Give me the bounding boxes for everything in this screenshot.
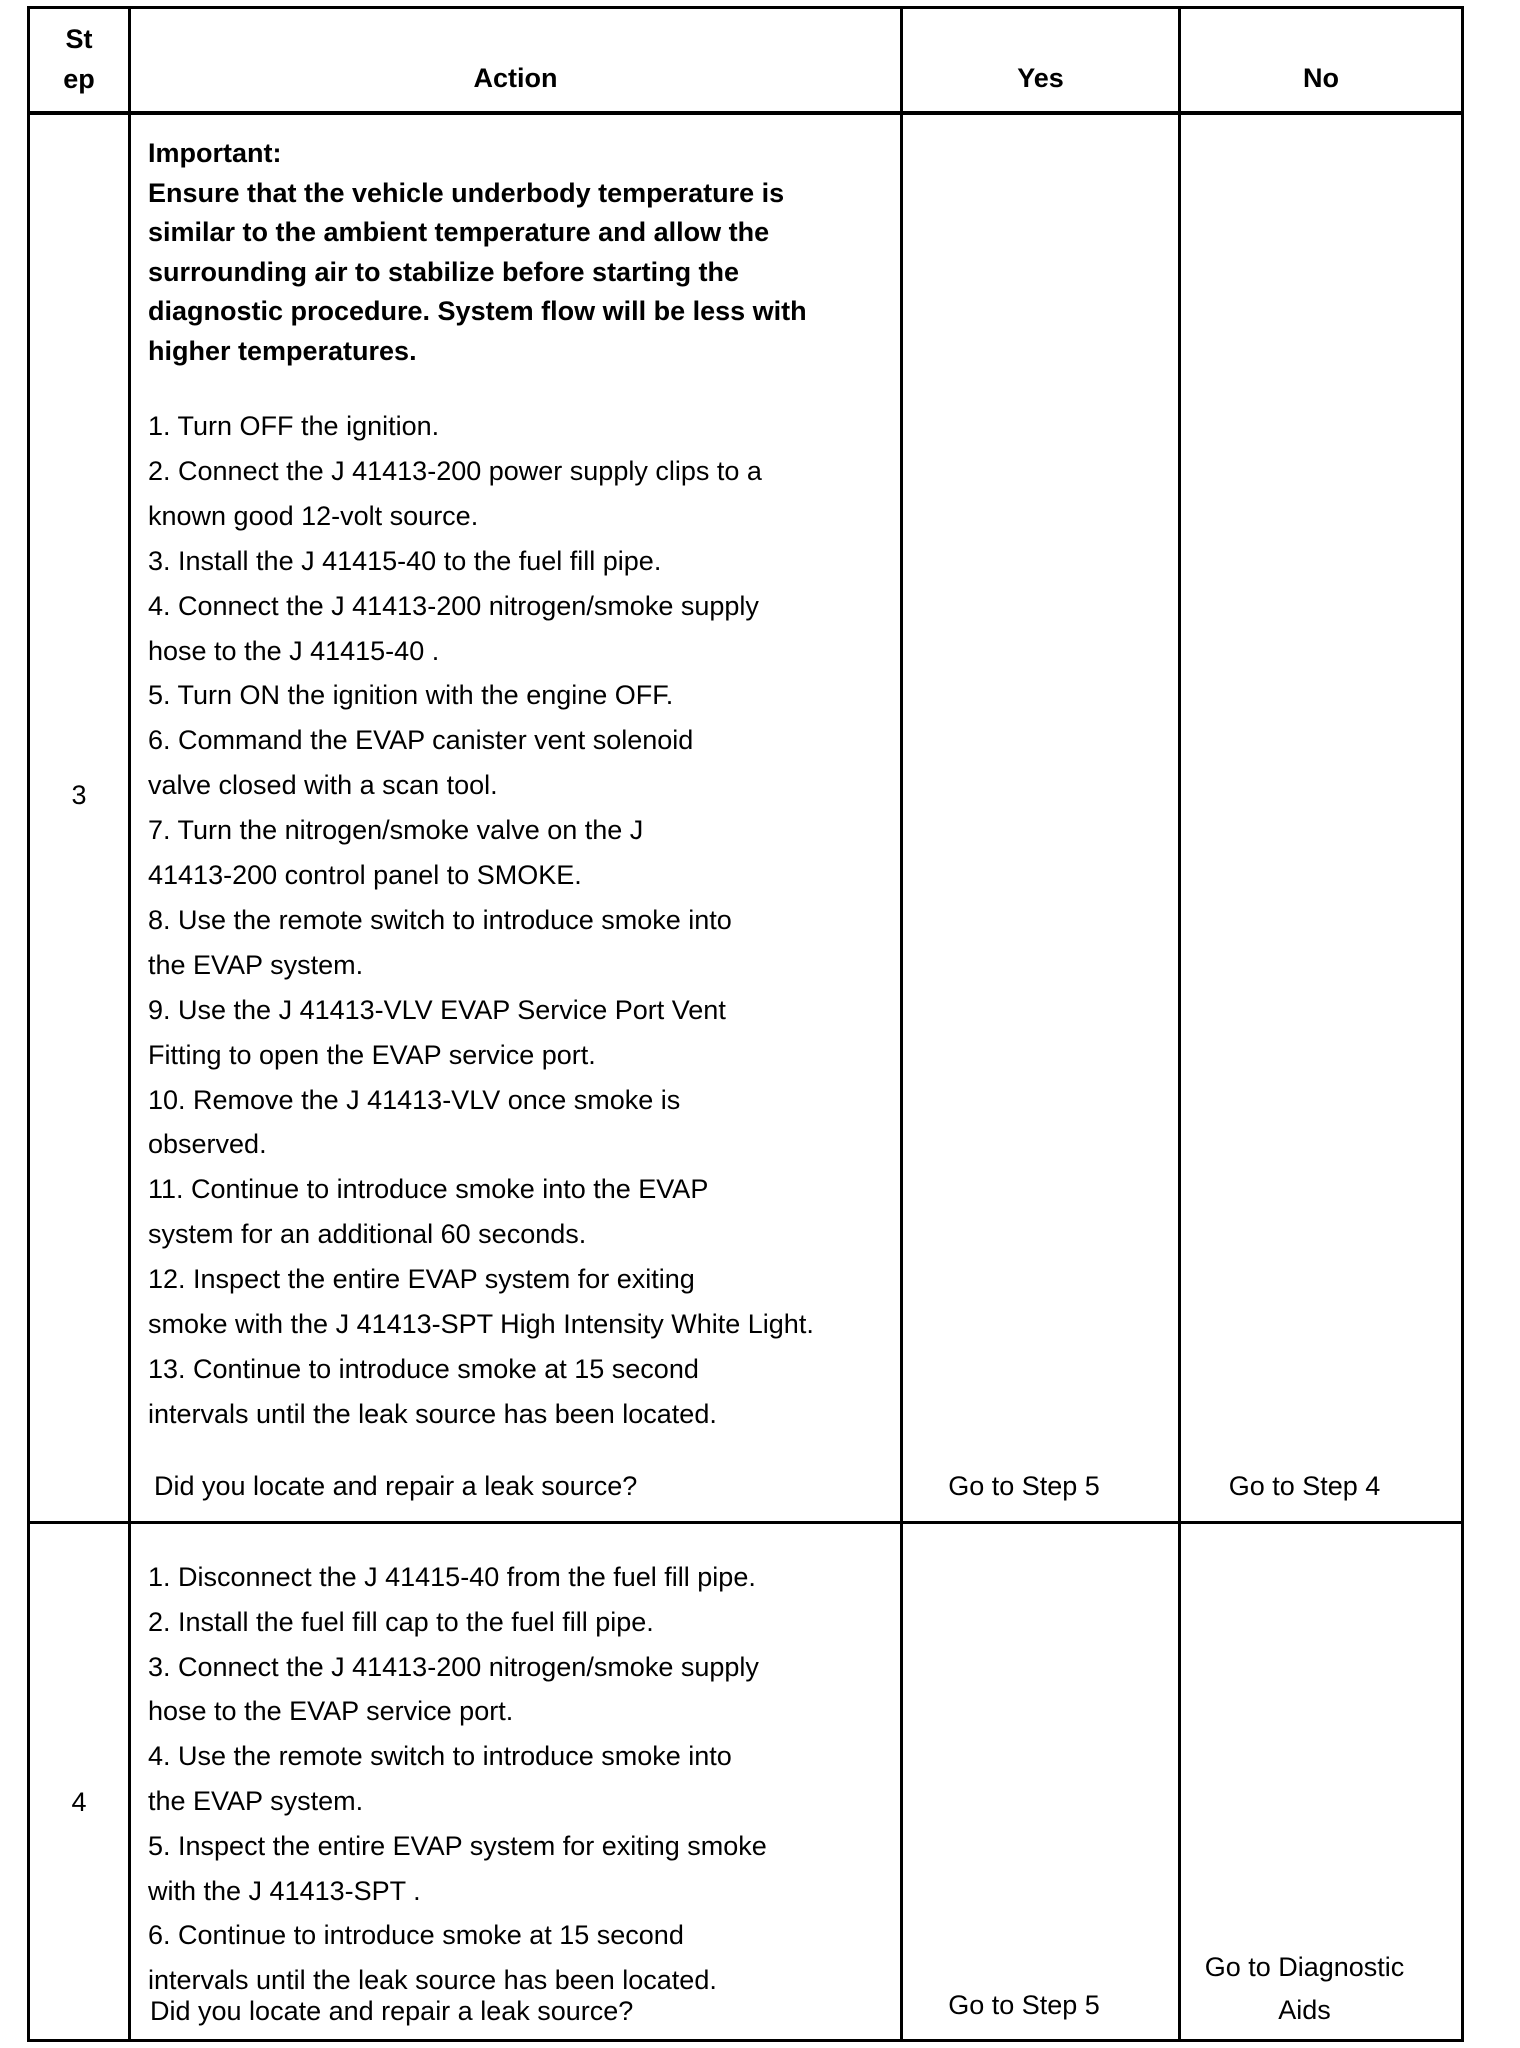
action-line: with the J 41413-SPT . <box>148 1875 421 1906</box>
action-line: hose to the J 41415-40 . <box>148 635 440 666</box>
action-line: 3. Connect the J 41413-200 nitrogen/smoke supply <box>148 1651 759 1682</box>
action-line: intervals until the leak source has been located. <box>148 1965 717 1996</box>
action-line: 8. Use the remote switch to introduce smoke into <box>148 904 732 935</box>
action-line: intervals until the leak source has been located. <box>148 1398 717 1429</box>
action-line: 4. Connect the J 41413-200 nitrogen/smoke supply <box>148 590 759 621</box>
question: Did you locate and repair a leak source? <box>154 1471 638 1501</box>
action-line: 1. Disconnect the J 41415-40 from the fuel fill pipe. <box>148 1562 756 1592</box>
header-step-line: ep <box>63 64 95 94</box>
action-line: 1. Turn OFF the ignition. <box>148 411 440 441</box>
action-line: higher temperatures. <box>148 335 417 366</box>
no-result: Go to Step 4 <box>1228 1471 1381 1501</box>
action-line: the EVAP system. <box>148 949 364 980</box>
action-line: 4. Use the remote switch to introduce smoke into <box>148 1741 732 1772</box>
action-line: 5. Inspect the entire EVAP system for exiting smoke <box>148 1830 767 1861</box>
table-border-bottom <box>27 2039 1464 2042</box>
yes-result: Go to Step 5 <box>948 1471 1100 1501</box>
step-number: 4 <box>71 1787 87 1817</box>
important-label: Important: <box>148 138 282 168</box>
question: Did you locate and repair a leak source? <box>150 1996 634 2026</box>
table-border-top <box>27 6 1464 9</box>
action-line: smoke with the J 41413-SPT High Intensity White Light. <box>148 1309 814 1339</box>
column-divider-yes <box>1178 6 1181 2042</box>
action-line: 2. Connect the J 41413-200 power supply clips to a <box>148 455 762 486</box>
header-no: No <box>1303 63 1339 93</box>
no-result-line: Aids <box>1278 1995 1331 2025</box>
action-line: the EVAP system. <box>148 1786 364 1816</box>
action-line: surrounding air to stabilize before starting the <box>148 256 740 287</box>
column-divider-action <box>900 6 903 2042</box>
action-line: 12. Inspect the entire EVAP system for exiting <box>148 1264 695 1295</box>
table-border-right <box>1461 6 1464 2042</box>
action-line: 2. Install the fuel fill cap to the fuel fill pipe. <box>148 1606 654 1637</box>
action-line: Fitting to open the EVAP service port. <box>148 1039 596 1070</box>
action-line: known good 12-volt source. <box>148 500 479 531</box>
action-line: hose to the EVAP service port. <box>148 1696 514 1727</box>
action-line: 41413-200 control panel to SMOKE. <box>148 860 582 890</box>
action-line: similar to the ambient temperature and allow the <box>148 217 770 248</box>
action-line: valve closed with a scan tool. <box>148 770 498 801</box>
action-line: 6. Continue to introduce smoke at 15 second <box>148 1920 684 1951</box>
action-line: 5. Turn ON the ignition with the engine OFF. <box>148 680 674 711</box>
row-divider <box>27 1521 1464 1524</box>
action-line: 3. Install the J 41415-40 to the fuel fill pipe. <box>148 545 662 576</box>
action-line: 10. Remove the J 41413-VLV once smoke is <box>148 1084 681 1115</box>
action-line: 13. Continue to introduce smoke at 15 second <box>148 1353 699 1384</box>
action-line: 11. Continue to introduce smoke into the EVAP <box>148 1174 709 1205</box>
yes-result: Go to Step 5 <box>948 1990 1100 2020</box>
header-step-line: St <box>65 24 93 54</box>
header-yes: Yes <box>1017 63 1064 93</box>
no-result-line: Go to Diagnostic <box>1204 1952 1405 1982</box>
header-action: Action <box>473 63 558 93</box>
action-line: observed. <box>148 1129 267 1160</box>
action-line: 7. Turn the nitrogen/smoke valve on the J <box>148 815 644 846</box>
action-line: Ensure that the vehicle underbody temperature is <box>148 178 785 208</box>
action-line: 6. Command the EVAP canister vent solenoid <box>148 725 694 756</box>
action-line: 9. Use the J 41413-VLV EVAP Service Port Vent <box>148 994 726 1025</box>
table-border-left <box>27 6 30 2042</box>
header-divider <box>27 111 1464 115</box>
action-line: diagnostic procedure. System flow will be less with <box>148 296 807 327</box>
column-divider-step <box>128 6 131 2042</box>
step-number: 3 <box>71 780 87 810</box>
action-line: system for an additional 60 seconds. <box>148 1219 587 1250</box>
